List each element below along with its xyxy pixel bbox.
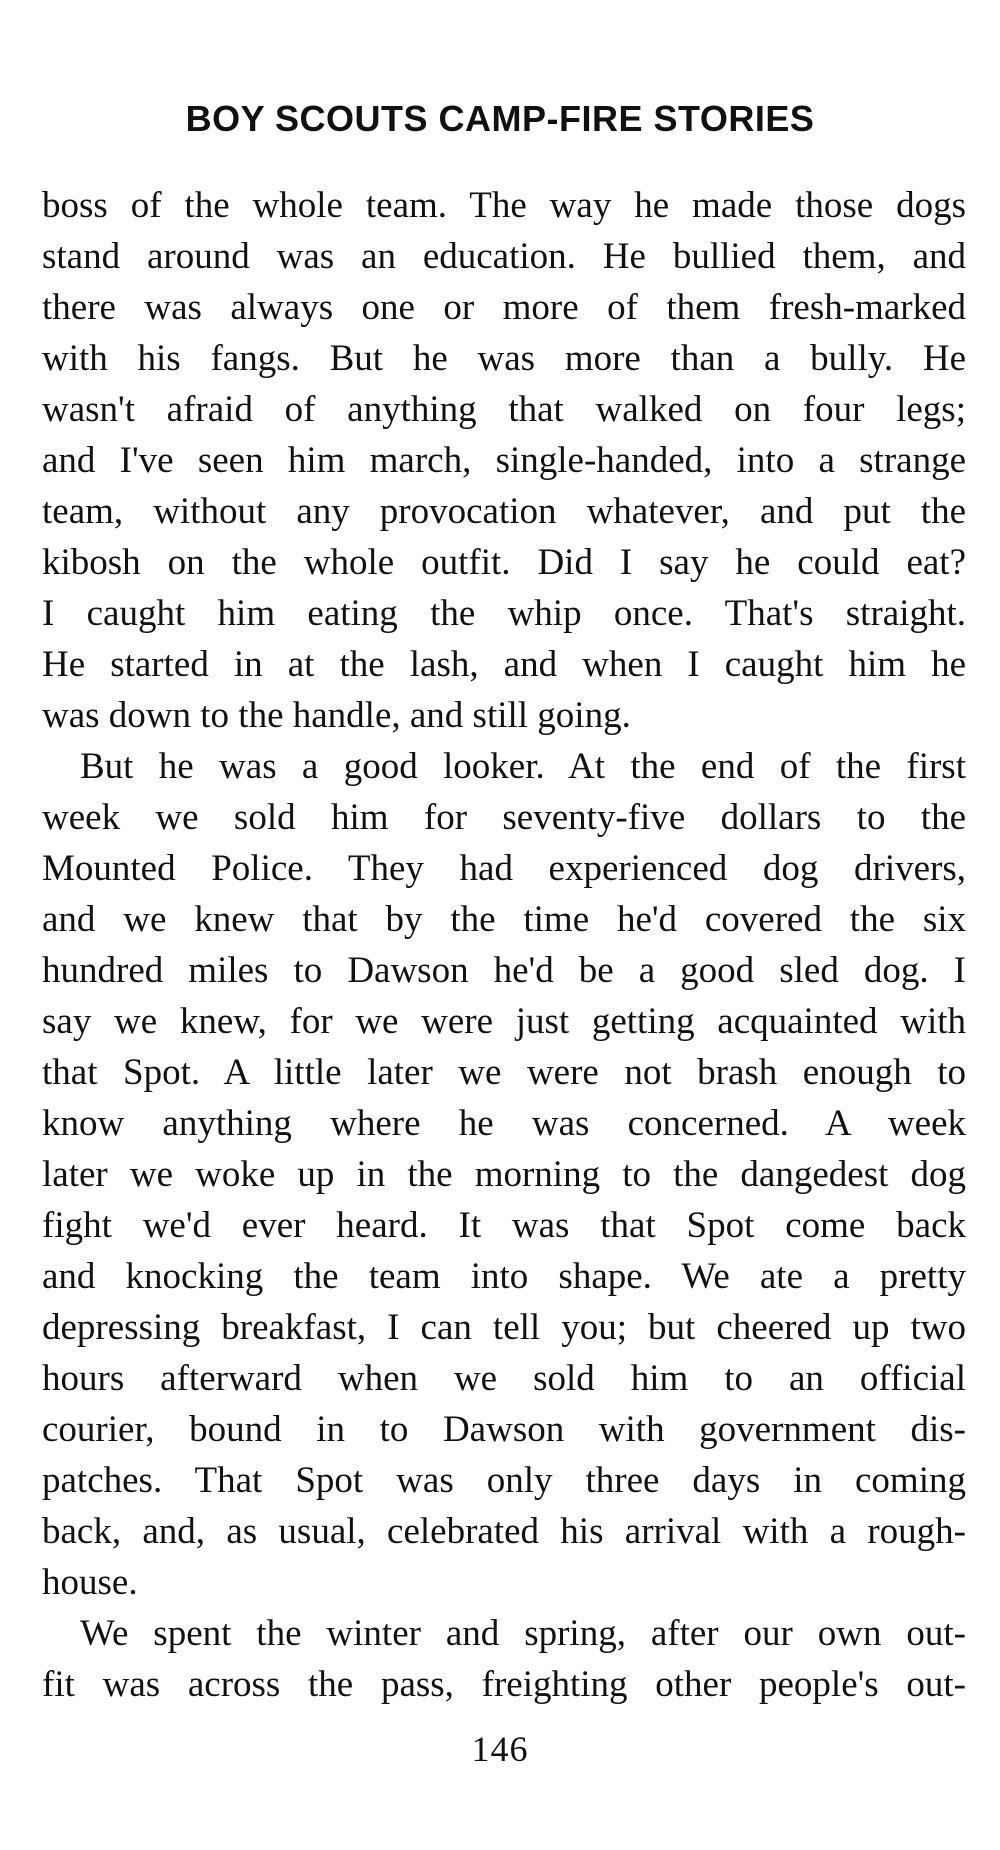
text-line: that Spot. A little later we were not brash enough to xyxy=(42,1052,966,1093)
text-line: courier, bound in to Dawson with government dis- xyxy=(42,1409,966,1450)
text-line: stand around was an education. He bullied them, and xyxy=(42,236,966,277)
text-line: fight we'd ever heard. It was that Spot come back xyxy=(42,1205,966,1246)
text-line: know anything where he was concerned. A week xyxy=(42,1103,966,1144)
text-line: with his fangs. But he was more than a bully. He xyxy=(42,338,966,379)
page-number: 146 xyxy=(471,1729,529,1769)
text-line: hundred miles to Dawson he'd be a good sled dog. I xyxy=(42,950,966,991)
text-line: boss of the whole team. The way he made those dogs xyxy=(42,185,966,226)
text-line: say we knew, for we were just getting acquainted with xyxy=(42,1001,966,1042)
text-line: and I've seen him march, single-handed, into a strange xyxy=(42,440,966,481)
paragraph xyxy=(42,741,966,1608)
text-line: We spent the winter and spring, after our own out- xyxy=(80,1613,966,1654)
text-line: hours afterward when we sold him to an official xyxy=(42,1358,966,1399)
text-line: fit was across the pass, freighting other people's out- xyxy=(42,1664,966,1705)
text-line: and we knew that by the time he'd covered the six xyxy=(42,899,966,940)
paragraph xyxy=(42,180,966,741)
text-line: was down to the handle, and still going. xyxy=(42,695,631,736)
text-line: He started in at the lash, and when I caught him he xyxy=(42,644,966,685)
text-line: house. xyxy=(42,1562,138,1603)
text-line: patches. That Spot was only three days in coming xyxy=(42,1460,966,1501)
text-line: depressing breakfast, I can tell you; but cheered up two xyxy=(42,1307,966,1348)
text-line: But he was a good looker. At the end of the first xyxy=(80,746,966,787)
text-line: team, without any provocation whatever, and put the xyxy=(42,491,966,532)
text-line: and knocking the team into shape. We ate a pretty xyxy=(42,1256,966,1297)
body-text xyxy=(42,180,966,1710)
text-line: week we sold him for seventy-five dollars to the xyxy=(42,797,966,838)
text-line: Mounted Police. They had experienced dog drivers, xyxy=(42,848,966,889)
running-head: BOY SCOUTS CAMP-FIRE STORIES xyxy=(185,98,815,139)
text-line: there was always one or more of them fresh-marked xyxy=(42,287,966,328)
text-line: wasn't afraid of anything that walked on four legs; xyxy=(42,389,966,430)
text-line: kibosh on the whole outfit. Did I say he could eat? xyxy=(42,542,966,583)
paragraph xyxy=(42,1608,966,1710)
text-line: I caught him eating the whip once. That's straight. xyxy=(42,593,966,634)
text-line: back, and, as usual, celebrated his arrival with a rough- xyxy=(42,1511,966,1552)
text-line: later we woke up in the morning to the dangedest dog xyxy=(42,1154,966,1195)
